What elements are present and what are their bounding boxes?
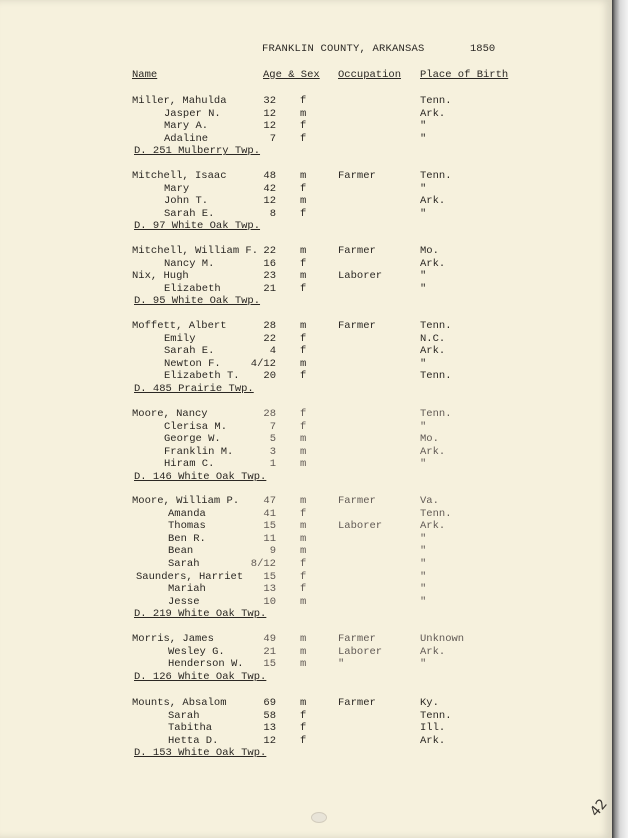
record-name: Hiram C.: [164, 458, 215, 471]
record-age: 12: [263, 734, 276, 747]
record-place-of-birth: Ark.: [420, 257, 446, 270]
record-place-of-birth: ": [420, 132, 427, 145]
record-row: [0, 458, 612, 471]
record-sex: f: [300, 257, 307, 270]
record-age: 28: [263, 320, 276, 332]
record-row: [0, 710, 612, 723]
record-age: 69: [263, 697, 276, 709]
record-sex: f: [300, 95, 307, 107]
record-row: [0, 596, 612, 609]
record-place-of-birth: N.C.: [420, 332, 446, 345]
record-name: Henderson W.: [168, 658, 244, 671]
record-occupation: Farmer: [338, 697, 376, 709]
record-row: [0, 345, 612, 358]
record-row: [0, 370, 612, 383]
record-name: Elizabeth: [164, 282, 221, 295]
record-name: Ben R.: [168, 532, 206, 545]
record-sex: m: [300, 633, 307, 645]
record-age: 12: [263, 195, 276, 208]
record-place-of-birth: Ark.: [420, 107, 446, 120]
record-place-of-birth: Ark.: [420, 520, 446, 533]
record-sex: m: [300, 270, 307, 283]
record-sex: f: [300, 709, 307, 722]
record-row: [0, 358, 612, 371]
record-occupation: Farmer: [338, 170, 376, 182]
record-place-of-birth: ": [420, 532, 427, 545]
record-row: [0, 646, 612, 659]
record-age: 16: [263, 257, 276, 270]
record-name: Amanda: [168, 507, 206, 520]
record-sex: m: [300, 495, 307, 507]
record-place-of-birth: Tenn.: [420, 709, 452, 722]
record-age: 8: [269, 207, 276, 220]
record-row: [0, 120, 612, 133]
record-occupation: Laborer: [338, 270, 383, 283]
district-reference: D. 95 White Oak Twp.: [134, 295, 261, 308]
record-sex: f: [300, 332, 307, 345]
record-age: 21: [263, 645, 276, 658]
record-place-of-birth: Mo.: [420, 245, 439, 257]
record-age: 11: [263, 532, 276, 545]
record-row: [0, 258, 612, 271]
record-place-of-birth: Tenn.: [420, 370, 452, 383]
record-age: 9: [269, 545, 276, 558]
record-row: [0, 558, 612, 571]
record-name: Morris, James: [132, 633, 214, 645]
record-row: [0, 283, 612, 296]
district-reference: D. 251 Mulberry Twp.: [134, 145, 261, 158]
record-row: [0, 446, 612, 459]
record-row: [0, 583, 612, 596]
record-place-of-birth: ": [420, 182, 427, 195]
record-occupation: Farmer: [338, 245, 376, 257]
record-name: Elizabeth T.: [164, 370, 240, 383]
record-age: 28: [263, 408, 276, 420]
record-occupation: Farmer: [338, 633, 376, 645]
record-sex: m: [300, 433, 307, 446]
record-row: [0, 433, 612, 446]
record-name: Franklin M.: [164, 445, 234, 458]
record-sex: f: [300, 570, 307, 583]
record-name: Sarah: [168, 709, 200, 722]
record-row: [0, 520, 612, 533]
record-name: Emily: [164, 332, 196, 345]
record-occupation: Laborer: [338, 645, 383, 658]
record-place-of-birth: ": [420, 558, 427, 570]
record-row: [0, 697, 612, 710]
record-row: [0, 722, 612, 735]
record-place-of-birth: Tenn.: [420, 320, 452, 332]
record-sex: m: [300, 445, 307, 458]
record-sex: m: [300, 170, 307, 182]
record-sex: m: [300, 658, 307, 671]
record-name: Bean: [168, 545, 194, 558]
record-row: [0, 170, 612, 183]
record-sex: m: [300, 107, 307, 120]
record-name: Thomas: [168, 520, 206, 533]
record-row: [0, 633, 612, 646]
district-reference: D. 219 White Oak Twp.: [134, 608, 267, 621]
record-place-of-birth: Tenn.: [420, 170, 452, 182]
record-place-of-birth: Tenn.: [420, 95, 452, 107]
record-name: Mary A.: [164, 120, 209, 133]
record-sex: f: [300, 558, 307, 570]
record-age: 22: [263, 332, 276, 345]
record-place-of-birth: Ark.: [420, 345, 446, 358]
record-age: 5: [269, 433, 276, 446]
record-age: 20: [263, 370, 276, 383]
record-row: [0, 408, 612, 421]
record-name: Mitchell, Isaac: [132, 170, 227, 182]
record-sex: f: [300, 420, 307, 433]
record-row: [0, 508, 612, 521]
record-sex: f: [300, 132, 307, 145]
record-place-of-birth: Ark.: [420, 445, 446, 458]
record-sex: f: [300, 182, 307, 195]
record-age: 10: [263, 595, 276, 608]
record-name: George W.: [164, 433, 221, 446]
record-sex: f: [300, 345, 307, 358]
record-place-of-birth: Ill.: [420, 722, 446, 735]
record-place-of-birth: ": [420, 120, 427, 133]
record-row: [0, 545, 612, 558]
record-age: 15: [263, 520, 276, 533]
record-name: Saunders, Harriet: [136, 570, 244, 583]
record-age: 23: [263, 270, 276, 283]
record-name: Sarah: [168, 558, 200, 570]
record-age: 49: [263, 633, 276, 645]
record-name: Hetta D.: [168, 734, 219, 747]
record-place-of-birth: ": [420, 207, 427, 220]
record-name: Moore, Nancy: [132, 408, 208, 420]
record-name: Adaline: [164, 132, 209, 145]
record-age: 15: [263, 570, 276, 583]
record-age: 47: [263, 495, 276, 507]
record-sex: m: [300, 320, 307, 332]
record-age: 13: [263, 583, 276, 596]
record-name: John T.: [164, 195, 209, 208]
record-place-of-birth: Mo.: [420, 433, 439, 446]
record-sex: f: [300, 120, 307, 133]
record-sex: m: [300, 697, 307, 709]
record-place-of-birth: ": [420, 595, 427, 608]
record-age: 58: [263, 709, 276, 722]
record-occupation: Farmer: [338, 320, 376, 332]
record-place-of-birth: ": [420, 583, 427, 596]
record-age: 7: [269, 420, 276, 433]
record-age: 32: [263, 95, 276, 107]
record-sex: m: [300, 595, 307, 608]
record-age: 7: [269, 132, 276, 145]
record-place-of-birth: Ky.: [420, 697, 439, 709]
record-name: Clerisa M.: [164, 420, 228, 433]
record-place-of-birth: ": [420, 545, 427, 558]
record-name: Wesley G.: [168, 645, 225, 658]
record-place-of-birth: Ark.: [420, 645, 446, 658]
record-occupation: Farmer: [338, 495, 376, 507]
record-name: Jesse: [168, 595, 200, 608]
record-row: [0, 495, 612, 508]
column-header-age-sex: Age & Sex: [263, 69, 320, 81]
record-name: Mariah: [168, 583, 206, 596]
punch-hole-mark: [311, 812, 327, 823]
column-header-occupation: Occupation: [338, 69, 402, 81]
record-name: Moore, William P.: [132, 495, 240, 507]
record-row: [0, 333, 612, 346]
record-age: 13: [263, 722, 276, 735]
record-age: 4: [269, 345, 276, 358]
record-age: 15: [263, 658, 276, 671]
district-reference: D. 97 White Oak Twp.: [134, 220, 261, 233]
record-occupation: ": [338, 658, 345, 671]
record-name: Miller, Mahulda: [132, 95, 227, 107]
record-row: [0, 183, 612, 196]
record-sex: m: [300, 545, 307, 558]
record-age: 22: [263, 245, 276, 257]
record-place-of-birth: ": [420, 658, 427, 671]
record-place-of-birth: Tenn.: [420, 507, 452, 520]
record-place-of-birth: ": [420, 420, 427, 433]
record-age: 3: [269, 445, 276, 458]
record-place-of-birth: ": [420, 570, 427, 583]
record-sex: m: [300, 532, 307, 545]
record-row: [0, 571, 612, 584]
record-sex: f: [300, 583, 307, 596]
record-name: Tabitha: [168, 722, 213, 735]
record-place-of-birth: Va.: [420, 495, 439, 507]
record-name: Mitchell, William F.: [132, 245, 259, 257]
record-row: [0, 421, 612, 434]
record-row: [0, 195, 612, 208]
record-age: 21: [263, 282, 276, 295]
record-age: 4/12: [250, 357, 276, 370]
record-name: Sarah E.: [164, 345, 215, 358]
record-sex: f: [300, 370, 307, 383]
record-row: [0, 108, 612, 121]
record-name: Jasper N.: [164, 107, 221, 120]
record-place-of-birth: Unknown: [420, 633, 465, 645]
record-place-of-birth: Ark.: [420, 734, 446, 747]
record-place-of-birth: Ark.: [420, 195, 446, 208]
record-row: [0, 658, 612, 671]
record-row: [0, 133, 612, 146]
record-place-of-birth: ": [420, 458, 427, 471]
record-row: [0, 270, 612, 283]
district-reference: D. 485 Prairie Twp.: [134, 383, 254, 395]
record-name: Mary: [164, 182, 190, 195]
record-sex: f: [300, 282, 307, 295]
record-sex: m: [300, 520, 307, 533]
record-age: 12: [263, 120, 276, 133]
record-sex: m: [300, 645, 307, 658]
record-name: Mounts, Absalom: [132, 697, 227, 709]
record-row: [0, 95, 612, 108]
record-name: Newton F.: [164, 357, 221, 370]
record-name: Moffett, Albert: [132, 320, 227, 332]
record-row: [0, 533, 612, 546]
record-place-of-birth: ": [420, 357, 427, 370]
record-age: 42: [263, 182, 276, 195]
record-age: 8/12: [250, 558, 276, 570]
record-row: [0, 320, 612, 333]
record-sex: m: [300, 245, 307, 257]
record-name: Nancy M.: [164, 257, 215, 270]
record-row: [0, 735, 612, 748]
record-sex: m: [300, 458, 307, 471]
column-header-name: Name: [132, 69, 158, 81]
scan-edge: [612, 0, 628, 838]
page-title: FRANKLIN COUNTY, ARKANSAS: [262, 43, 425, 55]
record-place-of-birth: Tenn.: [420, 408, 452, 420]
record-age: 1: [269, 458, 276, 471]
record-sex: f: [300, 722, 307, 735]
district-reference: D. 126 White Oak Twp.: [134, 670, 267, 683]
record-place-of-birth: ": [420, 270, 427, 283]
record-row: [0, 208, 612, 221]
record-age: 12: [263, 107, 276, 120]
record-sex: f: [300, 734, 307, 747]
record-age: 48: [263, 170, 276, 182]
record-sex: m: [300, 195, 307, 208]
handwritten-page-number: 42: [587, 796, 611, 820]
record-sex: f: [300, 408, 307, 420]
record-age: 41: [263, 507, 276, 520]
record-occupation: Laborer: [338, 520, 383, 533]
record-name: Sarah E.: [164, 207, 215, 220]
census-year: 1850: [470, 43, 496, 55]
record-sex: m: [300, 357, 307, 370]
record-sex: f: [300, 507, 307, 520]
record-name: Nix, Hugh: [132, 270, 189, 283]
record-row: [0, 245, 612, 258]
column-header-place-of-birth: Place of Birth: [420, 69, 509, 81]
record-sex: f: [300, 207, 307, 220]
record-place-of-birth: ": [420, 282, 427, 295]
district-reference: D. 153 White Oak Twp.: [134, 747, 267, 760]
district-reference: D. 146 White Oak Twp.: [134, 471, 267, 483]
